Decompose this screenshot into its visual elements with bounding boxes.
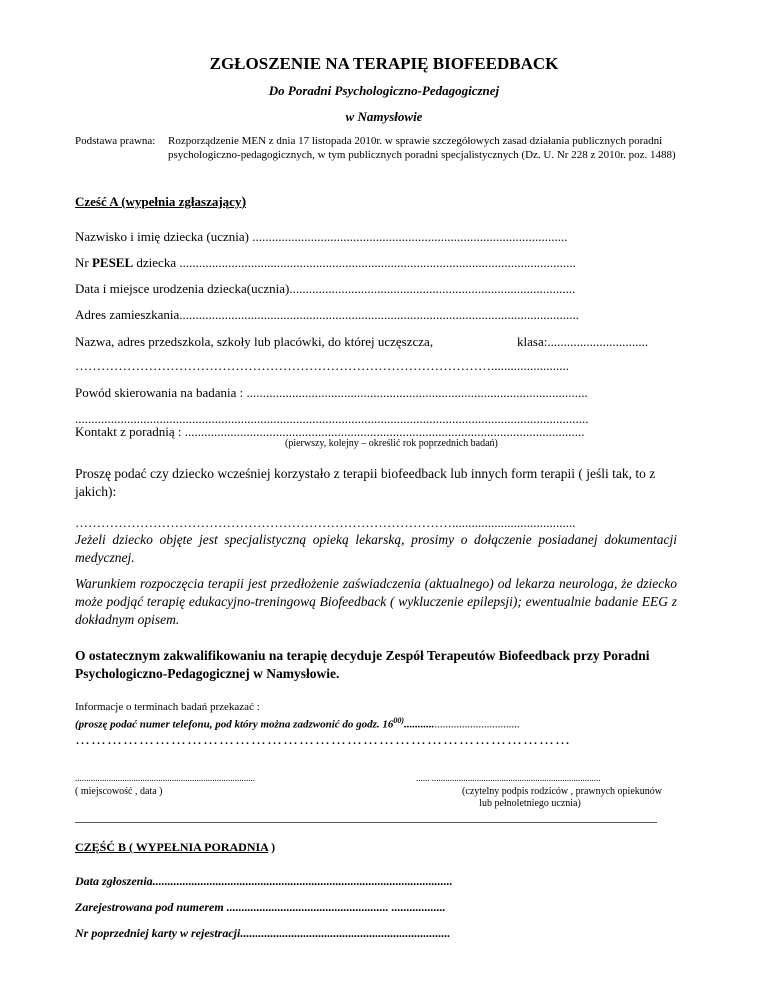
- qualification-note: O ostatecznym zakwalifikowaniu na terapię decyduje Zespół Terapeutów Biofeedback przy Poradni Psychologiczno-Pedagogicznej w Namysłowie.: [75, 648, 650, 681]
- field-referral-reason-continued[interactable]: ..............................................................................................................................................................: [75, 411, 589, 426]
- info-label: Informacje o terminach badań przekazać :: [75, 701, 260, 713]
- field-school[interactable]: Nazwa, adres przedszkola, szkoły lub placówki, do której uczęszcza,: [75, 334, 434, 349]
- field-child-name[interactable]: Nazwisko i imię dziecka (ucznia) .................................................................................................: [75, 229, 568, 244]
- field-previous-therapy[interactable]: ……………………………………………………………………………......................................: [75, 515, 576, 530]
- phone-instruction-text: (proszę podać numer telefonu, pod który można zadzwonić do godz. 16: [75, 718, 394, 731]
- field-phone-number[interactable]: …………………………………………………………………………………: [75, 732, 571, 748]
- field-pesel[interactable]: [75, 255, 677, 271]
- form-subtitle-city: w Namysłowie: [345, 109, 423, 124]
- section-divider: [75, 822, 657, 823]
- form-title: ZGŁOSZENIE NA TERAPIĘ BIOFEEDBACK: [209, 54, 559, 73]
- part-a-heading-paren: ): [241, 195, 247, 210]
- field-class[interactable]: klasa:...............................: [517, 334, 649, 349]
- part-a-heading-text: Cześć A (wypełnia zgłaszający: [75, 194, 242, 209]
- field-referral-reason[interactable]: Powód skierowania na badania : .........................................................................................................: [75, 385, 588, 400]
- neurologist-requirement-note: Warunkiem rozpoczęcia terapii jest przedłożenie zaświadczenia (aktualnego) od lekarza neurologa, że dziecko może podjąć terapię edukacyjno-treningową Biofeedback ( wykluczenie epilepsji); ewentualnie badanie EEG z dokładnym opisem.: [75, 576, 677, 627]
- field-address[interactable]: Adres zamieszkania...........................................................................................................................: [75, 307, 580, 322]
- previous-therapy-question: Proszę podać czy dziecko wcześniej korzystało z terapii biofeedback lub innych form terapii ( jeśli tak, to z jakich):: [75, 466, 656, 499]
- form-subtitle-institution: Do Poradni Psychologiczno-Pedagogicznej: [268, 83, 500, 98]
- contact-hint: (pierwszy, kolejny – określić rok poprzednich badań): [285, 438, 498, 449]
- field-previous-card-number[interactable]: Nr poprzedniej karty w rejestracji......................................................................: [75, 926, 451, 940]
- field-birth-date-place[interactable]: Data i miejsce urodzenia dziecka(ucznia)........................................................................................: [75, 281, 576, 296]
- field-school-continued[interactable]: ……………………………………………………………………………………........................: [75, 358, 569, 373]
- medical-docs-note: Jeżeli dziecko objęte jest specjalistyczną opieką lekarską, prosimy o dołączenie posiadanej dokumentacji medycznej.: [75, 532, 677, 565]
- pesel-label: PESEL: [91, 255, 134, 270]
- part-b-heading: [75, 840, 275, 855]
- field-submission-date[interactable]: Data zgłoszenia....................................................................................................: [75, 874, 453, 888]
- phone-dots[interactable]: ...............................: [434, 718, 520, 731]
- field-registration-number[interactable]: Zarejestrowana pod numerem ...................................................... ..................: [75, 900, 446, 914]
- part-b-heading-label: CZĘŚĆ B: [75, 840, 127, 854]
- part-b-heading-note: ( WYPEŁNIA PORADNIA: [126, 840, 269, 854]
- signature-label-line2: lub pełnoletniego ucznia): [479, 798, 581, 809]
- pesel-dots: dziecka ..........................................................................................................................: [133, 255, 576, 270]
- legal-basis-text: Rozporządzenie MEN z dnia 17 listopada 2010r. w sprawie szczegółowych zasad działania publicznych poradni psychologiczno-pedagogicznych, w tym publicznych poradni specjalistycznych (Dz. U. Nr 228 z 2010r. poz. 1488): [168, 135, 676, 161]
- phone-instruction-sup: 00): [393, 716, 405, 725]
- signature-label-line1: (czytelny podpis rodziców , prawnych opiekunów: [462, 786, 662, 797]
- part-b-heading-end: ): [268, 840, 276, 854]
- place-date-label: ( miejscowość , data ): [75, 786, 163, 797]
- phone-dots-bold: ...........: [404, 718, 435, 731]
- place-date-line[interactable]: ................................................................................: [75, 773, 255, 783]
- legal-basis-label: Podstawa prawna:: [75, 135, 156, 147]
- signature-line[interactable]: ...... ...........................................................................: [416, 773, 601, 783]
- pesel-prefix: Nr: [75, 255, 92, 270]
- field-contact[interactable]: Kontakt z poradnią : ...........................................................................................................................: [75, 424, 585, 439]
- phone-instruction: [75, 716, 520, 731]
- part-a-heading: [75, 194, 246, 211]
